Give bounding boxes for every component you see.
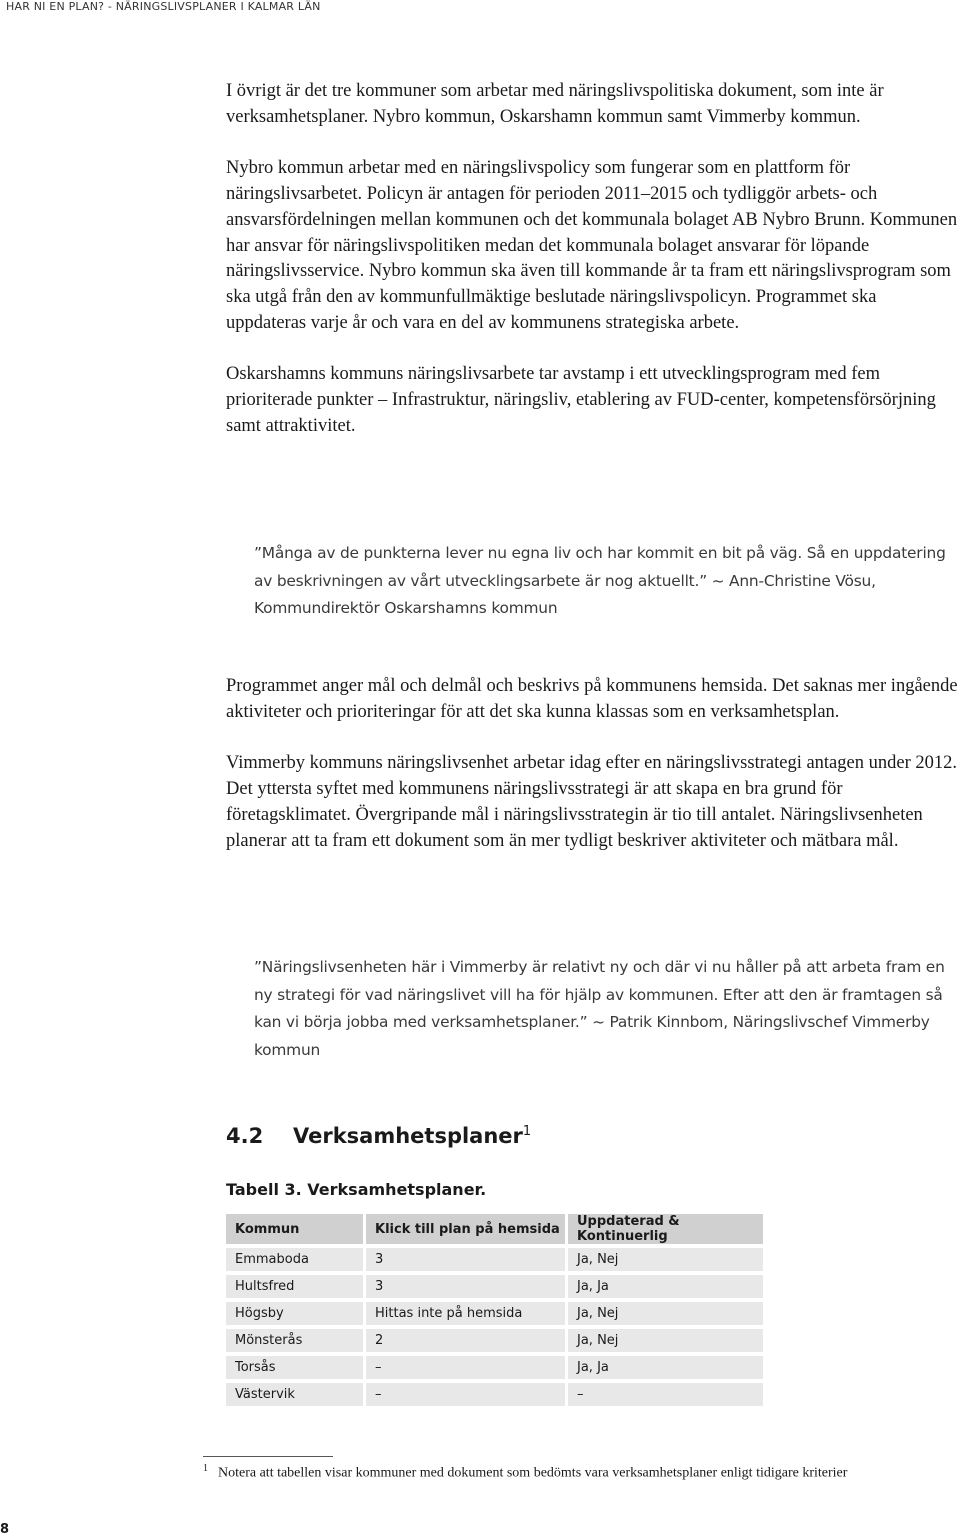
table-cell: Högsby: [226, 1302, 366, 1325]
table-row: [226, 1383, 763, 1406]
footnote-marker: 1: [203, 1463, 208, 1474]
table-caption: Tabell 3. Verksamhetsplaner.: [226, 1180, 487, 1199]
table-cell: Ja, Nej: [568, 1302, 763, 1325]
table-cell: 3: [366, 1275, 568, 1298]
table-cell: Ja, Nej: [568, 1329, 763, 1352]
table-row: [226, 1329, 763, 1352]
verksamhetsplaner-table: [226, 1210, 763, 1410]
table-cell: Hittas inte på hemsida: [366, 1302, 568, 1325]
paragraph: Oskarshamns kommuns näringslivsarbete tar avstamp i ett utvecklingsprogram med fem prioriterade punkter – Infrastruktur, näringsliv, etablering av FUD-center, kompetensförsörjning samt attraktivitet.: [226, 364, 936, 436]
paragraph: Vimmerby kommuns näringslivsenhet arbetar idag efter en näringslivsstrategi antagen under 2012. Det yttersta syftet med kommunens näringslivsstrategi är att skapa en bra grund för företagsklimatet. Övergripande mål i näringslivsstrategin är tio till antalet. Näringslivsenheten planerar att ta fram ett dokument som än mer tydligt beskriver aktiviteter och mätbara mål.: [226, 752, 957, 851]
pull-quote-oskarshamn: ”Många av de punkterna lever nu egna liv och har kommit en bit på väg. Så en uppdatering av beskrivningen av vårt utvecklingsarbete är nog aktuellt.” ~ Ann-Christine Vösu, Kommundirektör Oskarshamns kommun: [254, 544, 946, 618]
footnote-text: Notera att tabellen visar kommuner med dokument som bedömts vara verksamhetsplaner enligt tidigare kriterier: [218, 1465, 848, 1481]
body-text-section-1: [226, 79, 960, 465]
table-cell: Ja, Ja: [568, 1275, 763, 1298]
table-cell: 3: [366, 1248, 568, 1271]
footnote-divider: [203, 1456, 333, 1457]
column-header: Klick till plan på hemsida: [366, 1214, 568, 1244]
column-header: Uppdaterad & Kontinuerlig: [568, 1214, 763, 1244]
table-row: [226, 1248, 763, 1271]
paragraph: I övrigt är det tre kommuner som arbetar med näringslivspolitiska dokument, som inte är verksamhetsplaner. Nybro kommun, Oskarshamn kommun samt Vimmerby kommun.: [226, 81, 884, 127]
table-row: [226, 1356, 763, 1379]
table-cell: Mönsterås: [226, 1329, 366, 1352]
column-header: Kommun: [226, 1214, 366, 1244]
table-header-row: [226, 1214, 763, 1244]
table-row: [226, 1302, 763, 1325]
paragraph: Programmet anger mål och delmål och beskrivs på kommunens hemsida. Det saknas mer ingående aktiviteter och prioriteringar för att det ska kunna klassas som en verksamhetsplan.: [226, 676, 958, 722]
table-cell: –: [366, 1383, 568, 1406]
table-cell: 2: [366, 1329, 568, 1352]
section-title: Verksamhetsplaner: [293, 1124, 523, 1148]
running-header: HAR NI EN PLAN? - NÄRINGSLIVSPLANER I KALMAR LÄN: [6, 0, 321, 13]
table-cell: Torsås: [226, 1356, 366, 1379]
table-cell: Ja, Ja: [568, 1356, 763, 1379]
table-cell: Emmaboda: [226, 1248, 366, 1271]
table-cell: Hultsfred: [226, 1275, 366, 1298]
footnote-reference: 1: [522, 1124, 532, 1139]
table-cell: –: [568, 1383, 763, 1406]
page-number: 8: [0, 1522, 10, 1537]
table-cell: Ja, Nej: [568, 1248, 763, 1271]
table-cell: Västervik: [226, 1383, 366, 1406]
pull-quote-vimmerby: ”Näringslivsenheten här i Vimmerby är relativt ny och där vi nu håller på att arbeta fram en ny strategi för vad näringslivet vill ha för hjälp av kommunen. Efter att den är framtagen så kan vi börja jobba med verksamhetsplaner.” ~ Patrik Kinnbom, Näringslivschef Vimmerby kommun: [254, 958, 945, 1059]
table-cell: –: [366, 1356, 568, 1379]
table-row: [226, 1275, 763, 1298]
section-heading: [226, 1124, 531, 1148]
section-number: 4.2: [226, 1124, 264, 1148]
paragraph: Nybro kommun arbetar med en näringslivspolicy som fungerar som en plattform för näringslivsarbetet. Policyn är antagen för perioden 2011–2015 och tydliggör arbets- och ansvarsfördelningen mellan kommunen och det kommunala bolaget AB Nybro Brunn. Kommunen har ansvar för näringslivspolitiken medan det kommunala bolaget ansvarar för löpande näringslivsservice. Nybro kommun ska även till kommande år ta fram ett näringslivsprogram som ska utgå från den av kommunfullmäktige beslutade näringslivspolicyn. Programmet ska uppdateras varje år och vara en del av kommunens strategiska arbete.: [226, 157, 958, 334]
body-text-section-2: [226, 674, 960, 879]
footnote: [203, 1463, 847, 1482]
